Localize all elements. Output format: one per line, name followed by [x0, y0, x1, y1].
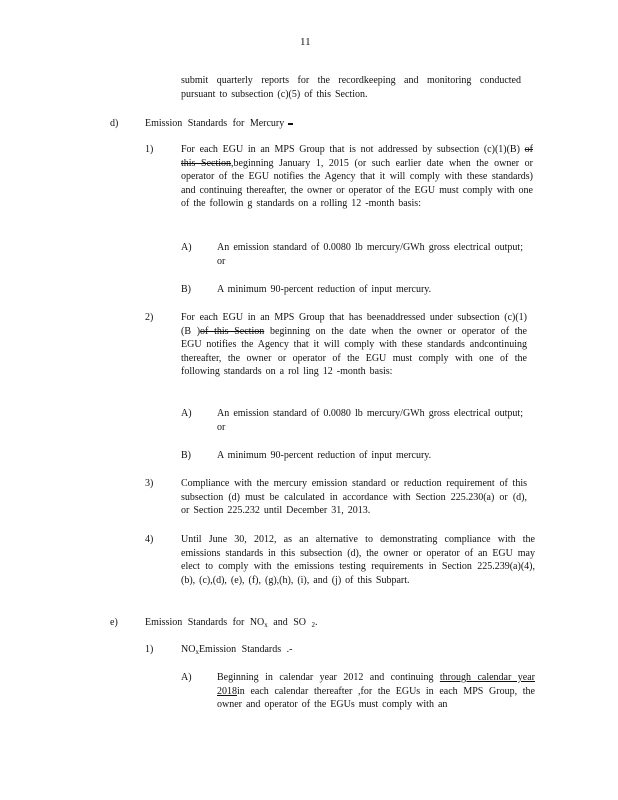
page-number: 11	[300, 36, 311, 48]
item-e1a-paragraph: Beginning in calendar year 2012 and continuing through calendar year 2018in each calendar thereafter ,for the EGUs in each MPS Group, the owner and operator of the EGUs must comply with an	[217, 672, 535, 710]
intro-paragraph: submit quarterly reports for the recordkeeping and monitoring conducted pursuant to subsection (c)(5) of this Section.	[181, 75, 521, 100]
item-d2b-text: A minimum 90-percent reduction of input mercury.	[217, 450, 432, 461]
item-d4-label: 4)	[145, 534, 154, 545]
dash-mark	[288, 123, 293, 125]
item-d1b-label: B)	[181, 284, 191, 295]
item-d3-label: 3)	[145, 478, 154, 489]
item-d4-paragraph: Until June 30, 2012, as an alternative to demonstrating compliance with the emissions standards in this subsection (d), the owner or operator of an EGU may elect to comply with the emissions testing requirements in Section 225.239(a)(4), (b), (c),(d), (e), (f), (g),(h), (i), and (j) of this Subpart.	[181, 534, 535, 586]
section-e-label: e)	[110, 617, 118, 628]
struck-text: of this Section	[181, 144, 533, 169]
item-d2a-label: A)	[181, 408, 192, 419]
item-d1b-text: A minimum 90-percent reduction of input mercury.	[217, 284, 432, 295]
item-e1-heading: $NO_xEmission$ Standards .-	[181, 644, 293, 656]
underlined-text: through calendar year 2018	[217, 672, 535, 697]
struck-text: of this Section	[200, 325, 265, 337]
item-e1-label: 1)	[145, 644, 154, 655]
item-d1-label: 1)	[145, 144, 154, 155]
item-d2-paragraph: For each EGU in an MPS Group that has beenaddressed under subsection (c)(1)(B )of this Section beginning on the date when the owner or operator of the EGU notifies the Agency that it will comply with these standards andcontinuing thereafter, the owner or operator of the EGU must comply with one of the following standards on a rol ling 12 -month basis:	[181, 312, 527, 377]
item-d1a-label: A)	[181, 242, 192, 253]
item-d1a-text: An emission standard of 0.0080 lb mercury/GWh gross electrical output; or	[217, 242, 523, 267]
item-e1a-label: A)	[181, 672, 192, 683]
item-d3-paragraph: Compliance with the mercury emission standard or reduction requirement of this subsection (d) must be calculated in accordance with Section 225.230(a) or (d), or Section 225.232 until December 31, 2013.	[181, 478, 527, 516]
section-d-heading: Emission Standards for Mercury	[145, 117, 293, 131]
item-d1-paragraph: For each EGU in an MPS Group that is not addressed by subsection (c)(1)(B) of this Section,beginning January 1, 2015 (or such earlier date when the owner or operator of the EGU notifies the Agency that it will comply with these standards) and continuing thereafter, the owner or operator of the EGU must comply with one of the followin g standards on a rolling 12 -month basis:	[181, 144, 534, 209]
item-d2-label: 2)	[145, 312, 154, 323]
section-e-heading: Emission Standards for $NO_x$ and SO $_2$.	[145, 617, 318, 629]
section-d-label: d)	[110, 118, 119, 129]
item-d2b-label: B)	[181, 450, 191, 461]
item-d2a-text: An emission standard of 0.0080 lb mercury/GWh gross electrical output; or	[217, 408, 523, 433]
